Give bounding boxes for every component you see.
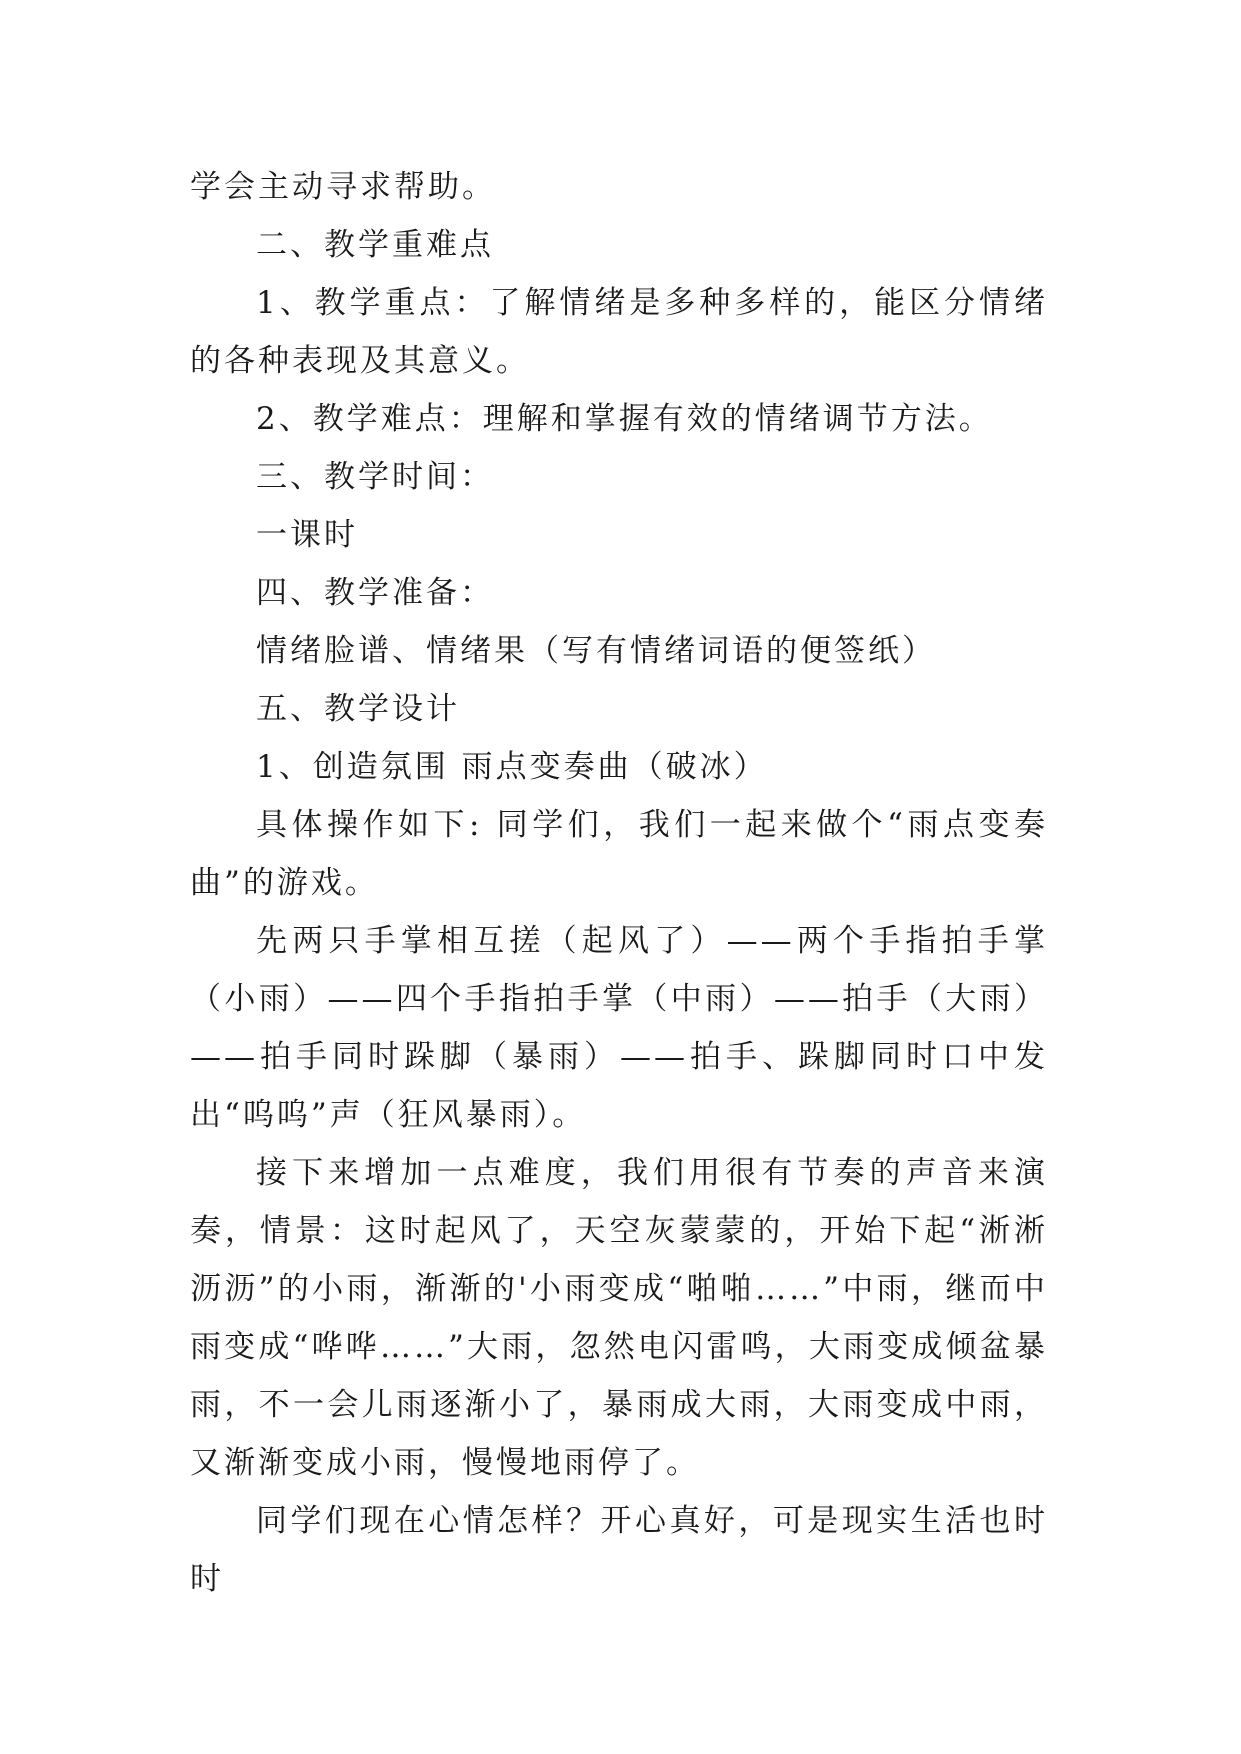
paragraph: 接下来增加一点难度，我们用很有节奏的声音来演奏，情景：这时起风了，天空灰蒙蒙的，开始下起“淅淅沥沥”的小雨，渐渐的'小雨变成“啪啪……”中雨，继而中雨变成“哗哗……”大雨，忽然电闪雷鸣，大雨变成倾盆暴雨，不一会儿雨逐渐小了，暴雨成大雨，大雨变成中雨，又渐渐变成小雨，慢慢地雨停了。 (190, 1155, 1048, 1481)
paragraph: 先两只手掌相互搓（起风了）——两个手指拍手掌（小雨）——四个手指拍手掌（中雨）——拍手（大雨）——拍手同时跺脚（暴雨）——拍手、跺脚同时口中发出“呜呜”声（狂风暴雨）。 (190, 923, 1048, 1133)
paragraph: 具体操作如下: 同学们，我们一起来做个“雨点变奏曲”的游戏。 (190, 807, 1048, 901)
paragraph: 情绪脸谱、情绪果（写有情绪词语的便签纸） (256, 633, 936, 669)
paragraph: 1、教学重点：了解情绪是多种多样的，能区分情绪的各种表现及其意义。 (190, 285, 1048, 379)
paragraph: 2、教学难点：理解和掌握有效的情绪调节方法。 (256, 401, 993, 437)
paragraph: 一课时 (256, 517, 358, 553)
section-heading: 三、教学时间： (256, 459, 494, 495)
paragraph: 学会主动寻求帮助。 (190, 169, 496, 205)
document-body (190, 158, 1048, 1608)
section-heading: 四、教学准备： (256, 575, 494, 611)
section-heading: 二、教学重难点 (256, 227, 494, 263)
paragraph: 同学们现在心情怎样？开心真好，可是现实生活也时时 (190, 1503, 1048, 1597)
section-heading: 五、教学设计 (256, 691, 460, 727)
subsection-heading: 1、创造氛围 雨点变奏曲（破冰） (256, 749, 768, 785)
